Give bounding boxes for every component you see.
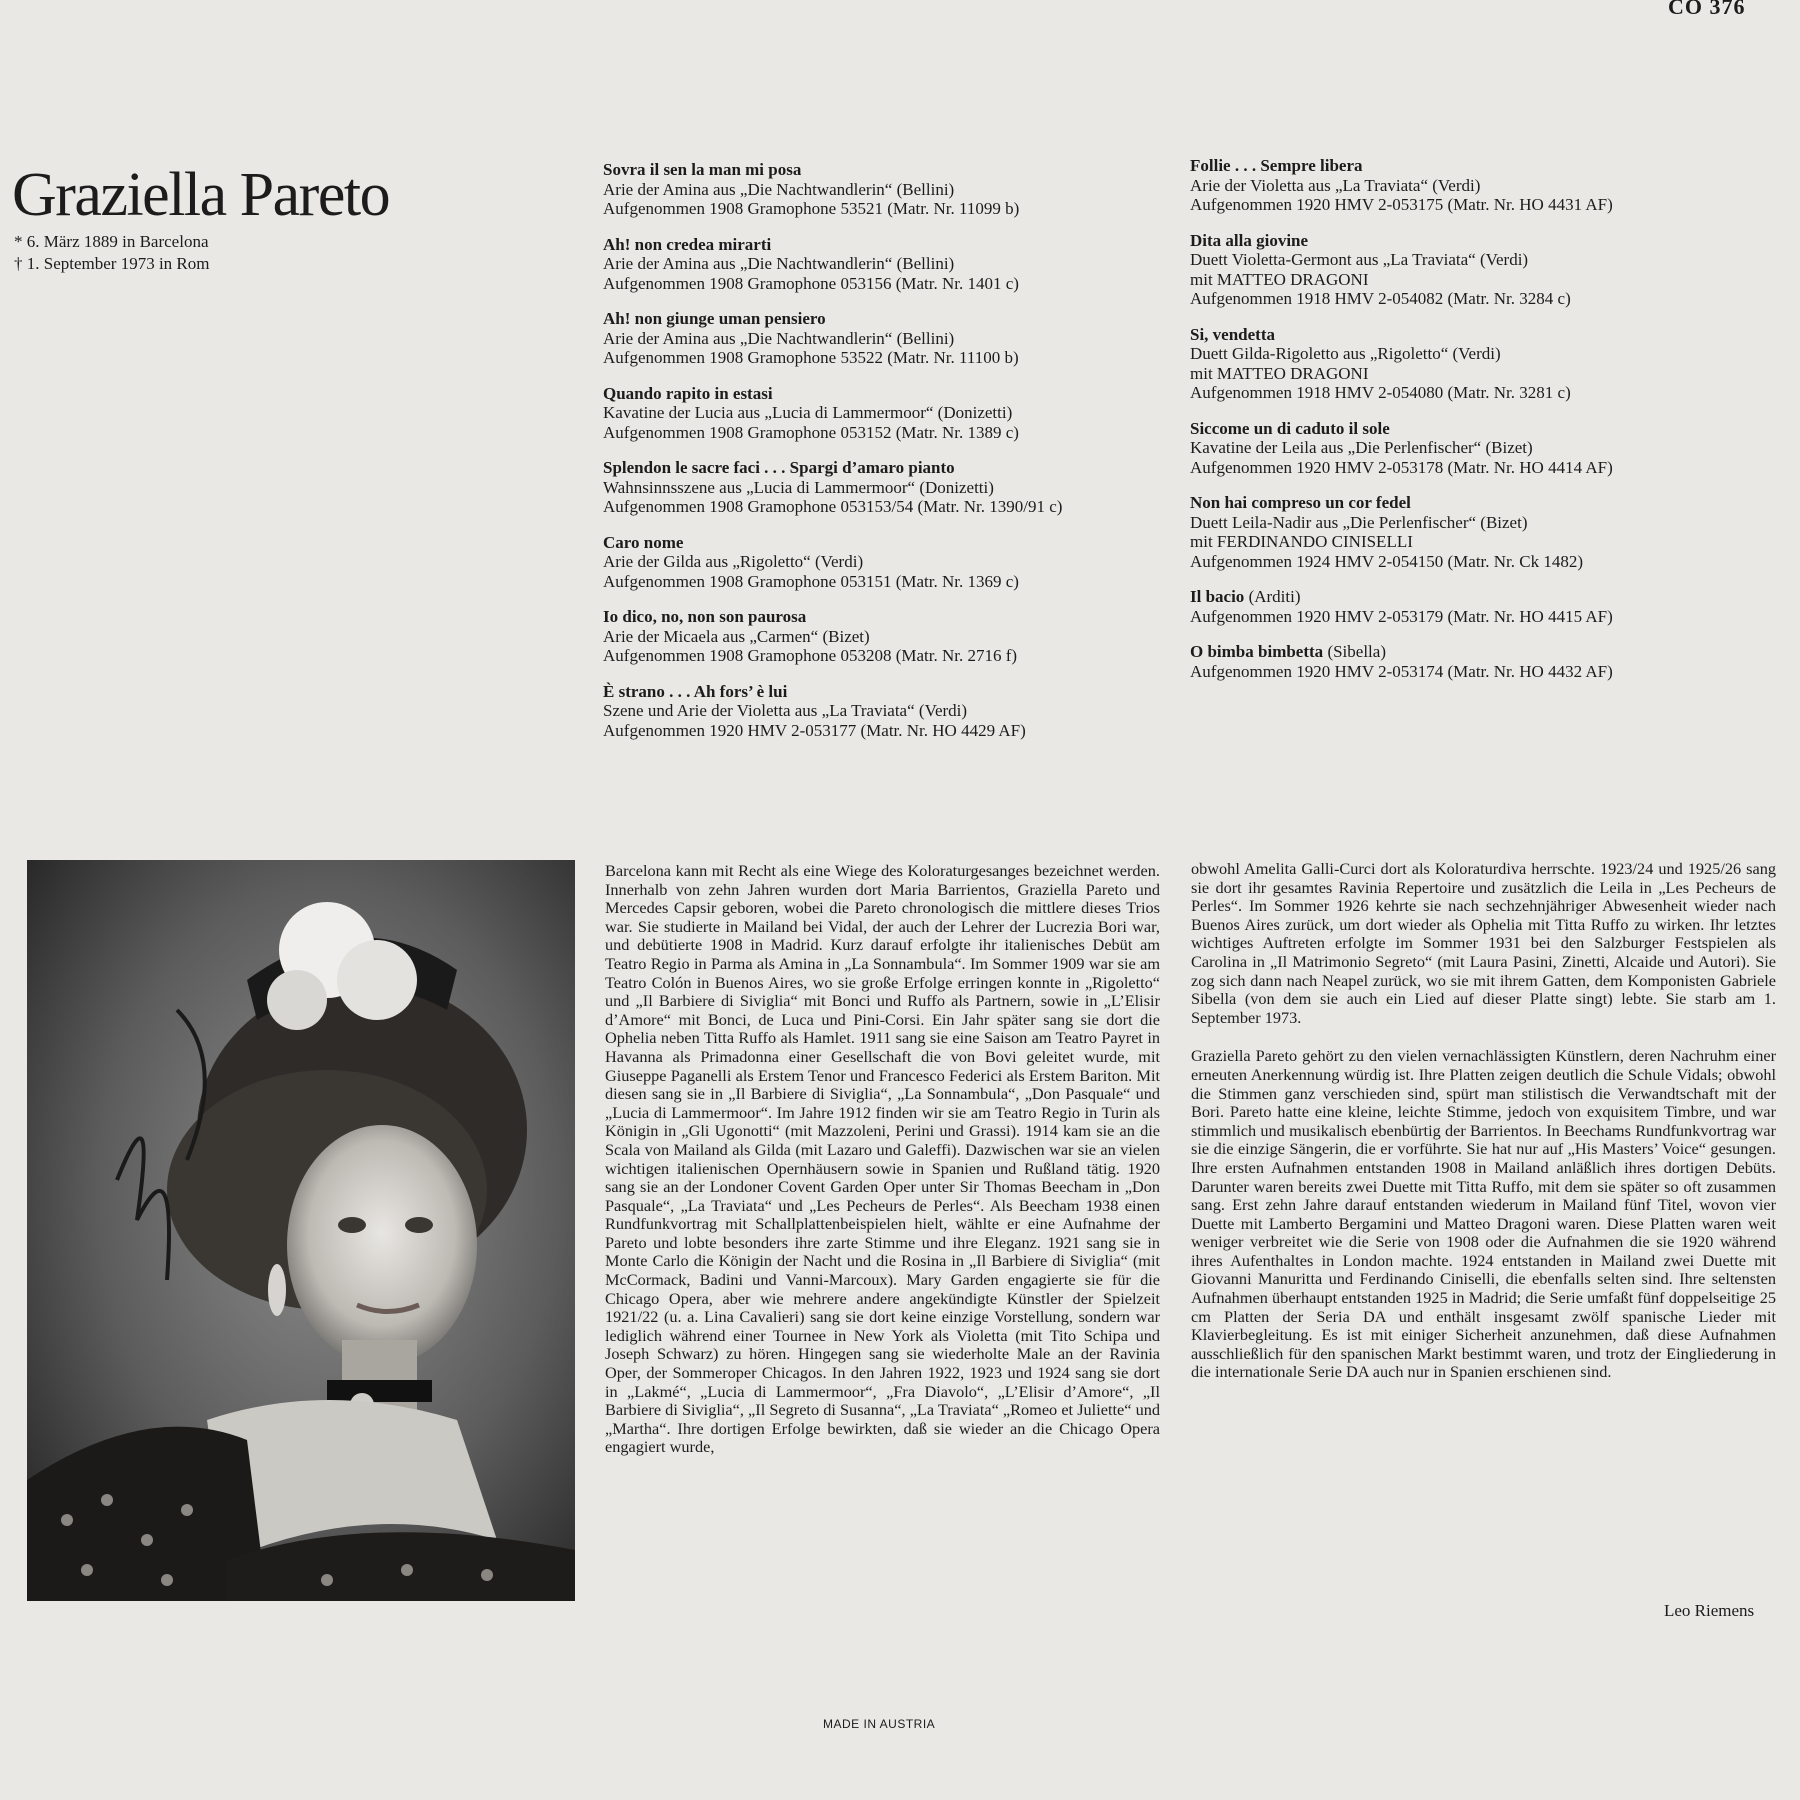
portrait-image xyxy=(27,860,575,1601)
biography-paragraph: obwohl Amelita Galli-Curci dort als Koloraturdiva herrschte. 1923/24 und 1925/26 sang sie dort ihr gesamtes Ravinia Repertoire und zusätzlich die Leila in „Les Pecheurs de Perles“. Im Sommer 1926 kehrte sie nach sechzehnjähriger Abwesenheit wieder nach Buenos Aires zurück, um dort wieder als Ophelia mit Titta Ruffo zu wirken. Ihr letztes wichtiges Auftreten erfolgte im Sommer 1931 bei den Salzburger Festspielen als Carolina in „Il Matrimonio Segreto“ (mit Laura Pasini, Zinetti, Alcaide und Autori). Sie zog sich dann nach Neapel zurück, wo sie mit ihrem Gatten, dem Komponisten Gabriele Sibella (von dem sie auch ein Lied auf dieser Platte singt) lebte. Sie starb am 1. September 1973. xyxy=(1191,859,1776,1027)
artist-name: Graziella Pareto xyxy=(12,161,390,229)
track-title: È strano . . . Ah fors’ è lui xyxy=(603,681,788,701)
track-detail: Aufgenommen 1924 HMV 2-054150 (Matr. Nr. Ck 1482) xyxy=(1190,551,1584,571)
track-heading xyxy=(603,682,1123,702)
track-detail: Aufgenommen 1908 Gramophone 053152 (Matr. Nr. 1389 c) xyxy=(603,422,1019,442)
track-title: Quando rapito in estasi xyxy=(603,383,773,403)
track-detail: Aufgenommen 1918 HMV 2-054082 (Matr. Nr. 3284 c) xyxy=(1190,289,1571,308)
biography-paragraph: Barcelona kann mit Recht als eine Wiege des Koloraturgesanges bezeichnet werden. Innerhalb von zehn Jahren wurden dort Maria Barrientos, Graziella Pareto und Mercedes Capsir geboren, wobei die Pareto chronologisch die mittlere dieses Trios war. Sie studierte in Mailand bei Vidal, der auch der Lehrer der Lucrezia Bori war, und debütierte 1908 in Madrid. Kurz darauf erfolgte ihr italienisches Debüt am Teatro Regio in Parma als Amina in „La Sonnambula“. Im Sommer 1909 war sie am Teatro Colón in Buenos Aires, wo sie große Erfolge erringen konnte in „Rigoletto“ und „Il Barbiere di Siviglia“ mit Bonci und Ruffo als Partnern, sowie in „L’Elisir d’Amore“ mit Bonci, de Luca und Pini-Corsi. Ein Jahr später sang sie dort die Ophelia neben Titta Ruffo als Hamlet. 1911 sang sie eine Saison am Teatro Payret in Havanna als Primadonna einer Gesellschaft die von Bovi geleitet wurde, mit Giuseppe Paganelli als Erstem Tenor und Francesco Federici als Erstem Bariton. Mit diesen sang sie in „Il Barbiere di Siviglia“, „La Sonnambula“, „Don Pasquale“ und „Lucia di Lammermoor“. Im Jahre 1912 finden wir sie am Teatro Regio in Turin als Königin in „Gli Ugonotti“ (mit Mazzoleni, Perini und Grassi). 1914 kam sie an die Scala von Mailand als Gilda (mit Lazaro und Galeffi). Dazwischen war sie an vielen wichtigen italienischen Opernhäusern sowie in Spanien und Rußland tätig. 1920 sang sie an der Londoner Covent Garden Oper unter Sir Thomas Beecham in „Don Pasquale“, „La Traviata“ und „Les Pecheurs de Perles“. Als Beecham 1938 einen Rundfunkvortrag mit Schallplattenbeispielen hielt, wählte er eine Aufnahme der Pareto und lobte besonders ihre zarte Stimme und ihre Eleganz. 1921 sang sie in Monte Carlo die Königin der Nacht und die Rosina in „Il Barbiere di Siviglia“ (mit McCormack, Badini und Vanni-Marcoux). Mary Garden engagierte sie für die Chicago Opera, aber wie mehrere andere angekündigte Künstler der Spielzeit 1921/22 (u. a. Lina Cavalieri) sang sie dort keine einzige Vorstellung, sondern war lediglich während einer Tournee in New York als Violetta (mit Tito Schipa und Joseph Schwarz) zu hören. Hingegen sang sie wiederholte Male an der Ravinia Oper, der Sommeroper Chicagos. In den Jahren 1922, 1923 und 1924 sang sie dort in „Lakmé“, „Lucia di Lammermoor“, „Fra Diavolo“, „L’Elisir d’Amore“, „Il Barbiere di Siviglia“, „Il Segreto di Susanna“, „La Traviata“ „Romeo et Juliette“ und „Martha“. Ihre dortigen Erfolge bewirkten, daß sie wieder an die Chicago Opera engagiert wurde, xyxy=(605,861,1160,1457)
track-heading xyxy=(603,533,1123,553)
life-dates xyxy=(14,231,209,275)
track-composer: (Arditi) xyxy=(1244,587,1301,606)
birth-date: * 6. März 1889 in Barcelona xyxy=(14,232,209,251)
track-detail: Szene und Arie der Violetta aus „La Traviata“ (Verdi) xyxy=(603,701,968,720)
track-title: Ah! non credea mirarti xyxy=(603,234,772,254)
track-title: Dita alla giovine xyxy=(1190,230,1309,250)
track-heading xyxy=(603,458,1123,478)
track-detail: Duett Leila-Nadir aus „Die Perlenfischer“ (Bizet) xyxy=(1190,512,1528,532)
track-list-right xyxy=(1190,156,1710,697)
track-heading xyxy=(1190,231,1710,251)
track-detail: Arie der Amina aus „Die Nachtwandlerin“ (Bellini) xyxy=(603,179,955,199)
biography-column-1 xyxy=(605,862,1160,1477)
track-title: Ah! non giunge uman pensiero xyxy=(603,309,826,328)
track-detail: Aufgenommen 1920 HMV 2-053177 (Matr. Nr. HO 4429 AF) xyxy=(603,720,1026,740)
track-detail: Aufgenommen 1908 Gramophone 053153/54 (Matr. Nr. 1390/91 c) xyxy=(603,497,1063,516)
track-heading xyxy=(603,160,1123,180)
track-composer: (Sibella) xyxy=(1323,642,1386,661)
track-entry xyxy=(603,384,1123,443)
track-heading xyxy=(1190,325,1710,345)
biography-paragraph: Graziella Pareto gehört zu den vielen vernachlässigten Künstlern, deren Nachruhm einer erneuten Anerkennung würdig ist. Ihre Platten zeigen deutlich die Schule Vidals; obwohl die Stimmen ganz verschieden sind, spürt man stilistisch die Verwandtschaft mit der Bori. Pareto hatte eine kleine, leichte Stimme, jedoch von exquisitem Timbre, und war stimmlich und musikalisch ebenbürtig der Barrientos. In Beechams Rundfunkvortrag war sie die einzige Sängerin, die er vorführte. Sie hat nur auf „His Masters’ Voice“ gesungen. Ihre ersten Aufnahmen entstanden 1908 in Mailand anläßlich ihres dortigen Debüts. Darunter waren bereits zwei Duette mit Titta Ruffo, mit dem sie später so oft zusammen sang. Erst zehn Jahre darauf entstanden wiederum in Mailand fünf Titel, wovon vier Duette mit Lamberto Bergamini und Matteo Dragoni waren. Diese Platten waren weit weniger verbreitet wie die Serie von 1908 oder die Aufnahmen die sie 1920 während ihres Aufenthaltes in London machte. 1924 entstanden in Mailand zwei Duette mit Giovanni Manuritta und Ferdinando Ciniselli, die ebenfalls selten sind. Ihre seltensten Aufnahmen überhaupt entstanden 1925 in Madrid; die Serie umfaßt fünf doppelseitige 25 cm Platten der Seria DA und enthält insgesamt zwölf spanische Lieder mit Klavierbegleitung. Es ist mit einiger Sicherheit anzunehmen, daß diese Aufnahmen ausschließlich für den spanischen Markt bestimmt waren, und trotz der Eingliederung in die internationale Serie DA auch nur in Spanien erschienen sind. xyxy=(1191,1046,1776,1382)
track-entry xyxy=(1190,493,1710,571)
author-signature: Leo Riemens xyxy=(1664,1601,1755,1620)
track-heading xyxy=(1190,419,1710,439)
track-detail: Aufgenommen 1908 Gramophone 053151 (Matr. Nr. 1369 c) xyxy=(603,571,1019,591)
track-entry xyxy=(603,533,1123,592)
track-list-left xyxy=(603,160,1123,756)
track-detail: Aufgenommen 1920 HMV 2-053175 (Matr. Nr. HO 4431 AF) xyxy=(1190,195,1613,214)
track-detail: Aufgenommen 1908 Gramophone 53521 (Matr. Nr. 11099 b) xyxy=(603,199,1020,218)
track-detail: Aufgenommen 1908 Gramophone 053156 (Matr. Nr. 1401 c) xyxy=(603,273,1019,293)
track-detail: mit MATTEO DRAGONI xyxy=(1190,269,1369,289)
track-entry xyxy=(603,235,1123,294)
track-heading xyxy=(603,607,1123,627)
death-date: † 1. September 1973 in Rom xyxy=(14,254,210,273)
track-title: Follie . . . Sempre libera xyxy=(1190,156,1363,175)
track-detail: Aufgenommen 1918 HMV 2-054080 (Matr. Nr. 3281 c) xyxy=(1190,383,1571,402)
track-detail: Aufgenommen 1908 Gramophone 053208 (Matr. Nr. 2716 f) xyxy=(603,646,1018,665)
track-heading xyxy=(603,384,1123,404)
track-detail: Duett Gilda-Rigoletto aus „Rigoletto“ (Verdi) xyxy=(1190,344,1501,363)
track-detail: Duett Violetta-Germont aus „La Traviata“ (Verdi) xyxy=(1190,250,1529,269)
track-detail: Wahnsinnsszene aus „Lucia di Lammermoor“ (Donizetti) xyxy=(603,477,994,497)
track-title: Il bacio xyxy=(1190,587,1245,606)
made-in-label: MADE IN AUSTRIA xyxy=(823,1717,936,1731)
track-detail: Arie der Violetta aus „La Traviata“ (Verdi) xyxy=(1190,175,1481,195)
track-detail: Arie der Micaela aus „Carmen“ (Bizet) xyxy=(603,626,870,646)
track-entry xyxy=(603,607,1123,666)
track-title: Non hai compreso un cor fedel xyxy=(1190,493,1411,512)
track-heading xyxy=(603,309,1123,329)
track-title: Siccome un di caduto il sole xyxy=(1190,418,1390,438)
track-detail: Arie der Amina aus „Die Nachtwandlerin“ (Bellini) xyxy=(603,328,955,348)
track-heading xyxy=(1190,156,1710,176)
track-entry xyxy=(1190,156,1710,215)
track-entry xyxy=(603,309,1123,368)
track-entry xyxy=(1190,231,1710,309)
track-title: Io dico, no, non son paurosa xyxy=(603,607,807,626)
track-heading xyxy=(1190,642,1710,662)
portrait-photo xyxy=(27,860,575,1601)
track-entry xyxy=(603,682,1123,741)
track-title: Si, vendetta xyxy=(1190,324,1275,344)
track-heading xyxy=(1190,587,1710,607)
track-detail: Aufgenommen 1920 HMV 2-053179 (Matr. Nr. HO 4415 AF) xyxy=(1190,606,1613,626)
catalog-number: CO 376 xyxy=(1668,0,1746,19)
track-detail: Arie der Amina aus „Die Nachtwandlerin“ (Bellini) xyxy=(603,254,955,273)
track-detail: Arie der Gilda aus „Rigoletto“ (Verdi) xyxy=(603,552,864,571)
track-title: O bimba bimbetta xyxy=(1190,642,1324,661)
track-entry xyxy=(1190,325,1710,403)
track-title: Caro nome xyxy=(603,532,684,552)
track-entry xyxy=(1190,642,1710,681)
track-detail: Kavatine der Lucia aus „Lucia di Lammermoor“ (Donizetti) xyxy=(603,403,1013,422)
track-title: Splendon le sacre faci . . . Spargi d’amaro pianto xyxy=(603,458,955,477)
track-detail: Aufgenommen 1920 HMV 2-053178 (Matr. Nr. HO 4414 AF) xyxy=(1190,457,1613,477)
track-entry xyxy=(1190,419,1710,478)
biography-column-2 xyxy=(1191,860,1776,1402)
track-detail: Aufgenommen 1920 HMV 2-053174 (Matr. Nr. HO 4432 AF) xyxy=(1190,661,1613,681)
track-detail: Kavatine der Leila aus „Die Perlenfischer“ (Bizet) xyxy=(1190,438,1533,457)
track-detail: Aufgenommen 1908 Gramophone 53522 (Matr. Nr. 11100 b) xyxy=(603,348,1019,367)
track-entry xyxy=(603,458,1123,517)
track-detail: mit FERDINANDO CINISELLI xyxy=(1190,532,1413,551)
track-title: Sovra il sen la man mi posa xyxy=(603,160,802,179)
track-heading xyxy=(1190,493,1710,513)
track-entry xyxy=(603,160,1123,219)
track-heading xyxy=(603,235,1123,255)
track-detail: mit MATTEO DRAGONI xyxy=(1190,363,1369,383)
track-entry xyxy=(1190,587,1710,626)
